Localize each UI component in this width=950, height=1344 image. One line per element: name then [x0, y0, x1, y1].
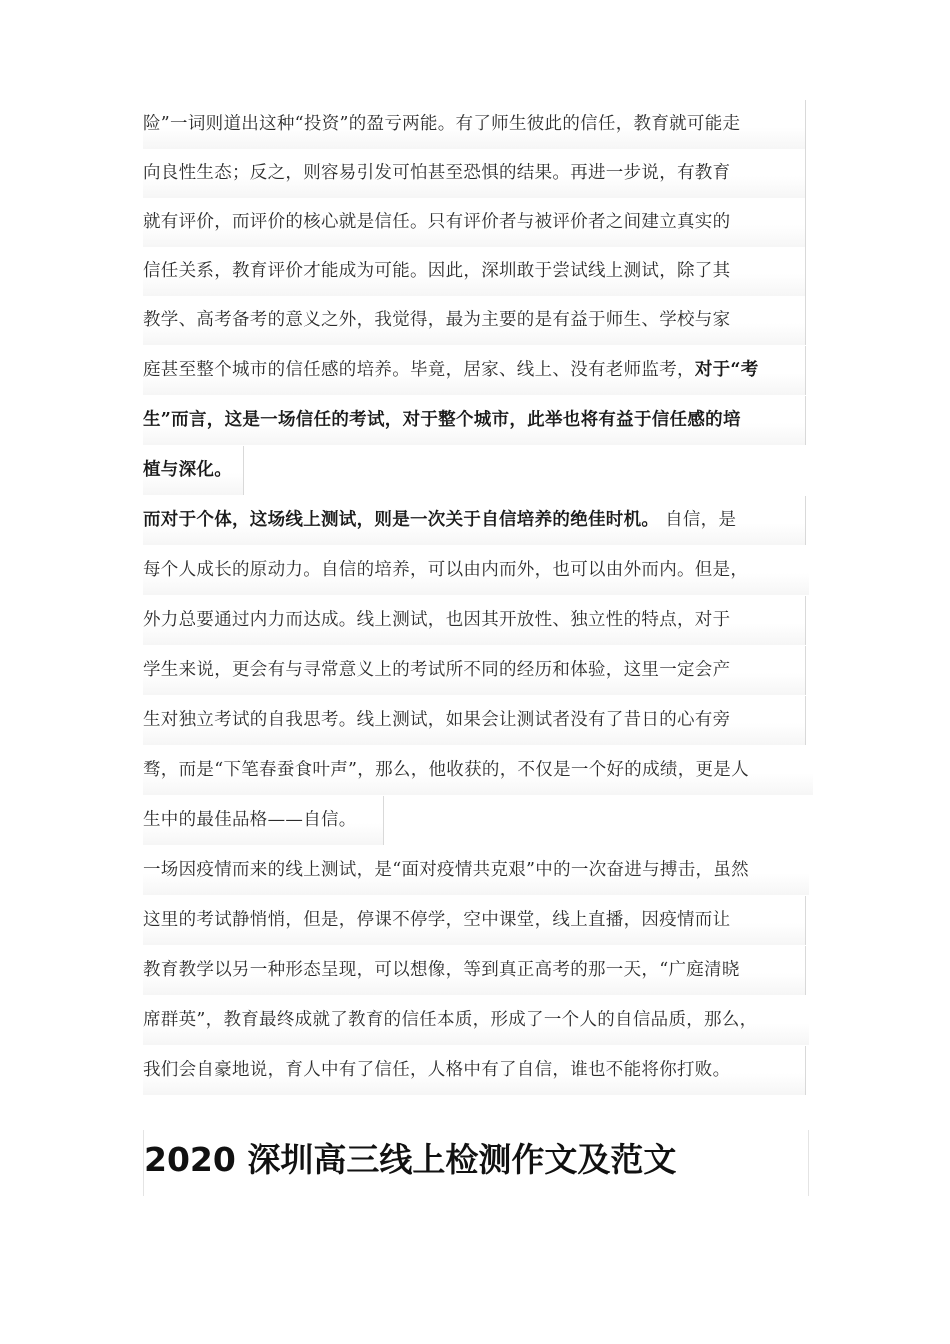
bold-text: 对于“考 [694, 360, 759, 380]
paragraph-3-line-2: 这里的考试静悄悄，但是，停课不停学，空中课堂，线上直播，因疫情而让 [143, 896, 806, 945]
paragraph-2-line-1 [143, 496, 806, 545]
paragraph-1-line-5: 教学、高考备考的意义之外，我觉得，最为主要的是有益于师生、学校与家 [143, 296, 806, 345]
paragraph-1-line-8: 植与深化。 [143, 446, 244, 495]
paragraph-1-line-4: 信任关系，教育评价才能成为可能。因此，深圳敢于尝试线上测试，除了其 [143, 247, 806, 296]
line-text: 庭甚至整个城市的信任感的培养。毕竟，居家、线上、没有老师监考， [143, 360, 695, 380]
paragraph-3-line-4: 席群英”，教育最终成就了教育的信任本质，形成了一个人的自信品质，那么， [143, 996, 809, 1045]
paragraph-3-line-1: 一场因疫情而来的线上测试，是“面对疫情共克艰”中的一次奋进与搏击，虽然 [143, 846, 809, 895]
paragraph-2-line-5: 生对独立考试的自我思考。线上测试，如果会让测试者没有了昔日的心有旁 [143, 696, 806, 745]
section-heading: 2020 深圳高三线上检测作文及范文 [143, 1130, 809, 1196]
paragraph-1-line-6 [143, 346, 806, 395]
paragraph-1-line-3: 就有评价，而评价的核心就是信任。只有评价者与被评价者之间建立真实的 [143, 198, 806, 247]
bold-text: 而对于个体，这场线上测试，则是一次关于自信培养的绝佳时机。 [143, 510, 660, 530]
line-text: 自信，是 [659, 510, 737, 530]
paragraph-1-line-7: 生”而言，这是一场信任的考试，对于整个城市，此举也将有益于信任感的培 [143, 396, 806, 445]
paragraph-2-line-4: 学生来说，更会有与寻常意义上的考试所不同的经历和体验，这里一定会产 [143, 646, 806, 695]
paragraph-3-line-5: 我们会自豪地说，育人中有了信任，人格中有了自信，谁也不能将你打败。 [143, 1046, 806, 1095]
paragraph-3-line-3: 教育教学以另一种形态呈现，可以想像，等到真正高考的那一天，“广庭清晓 [143, 946, 806, 995]
paragraph-2-line-6: 骛，而是“下笔春蚕食叶声”，那么，他收获的，不仅是一个好的成绩，更是人 [143, 746, 813, 795]
paragraph-1-line-2: 向良性生态；反之，则容易引发可怕甚至恐惧的结果。再进一步说，有教育 [143, 149, 806, 198]
paragraph-2-line-2: 每个人成长的原动力。自信的培养，可以由内而外，也可以由外而内。但是， [143, 546, 809, 595]
paragraph-1-line-1: 险”一词则道出这种“投资”的盈亏两能。有了师生彼此的信任，教育就可能走 [143, 100, 806, 149]
paragraph-2-line-7: 生中的最佳品格——自信。 [143, 796, 384, 845]
paragraph-2-line-3: 外力总要通过内力而达成。线上测试，也因其开放性、独立性的特点，对于 [143, 596, 806, 645]
